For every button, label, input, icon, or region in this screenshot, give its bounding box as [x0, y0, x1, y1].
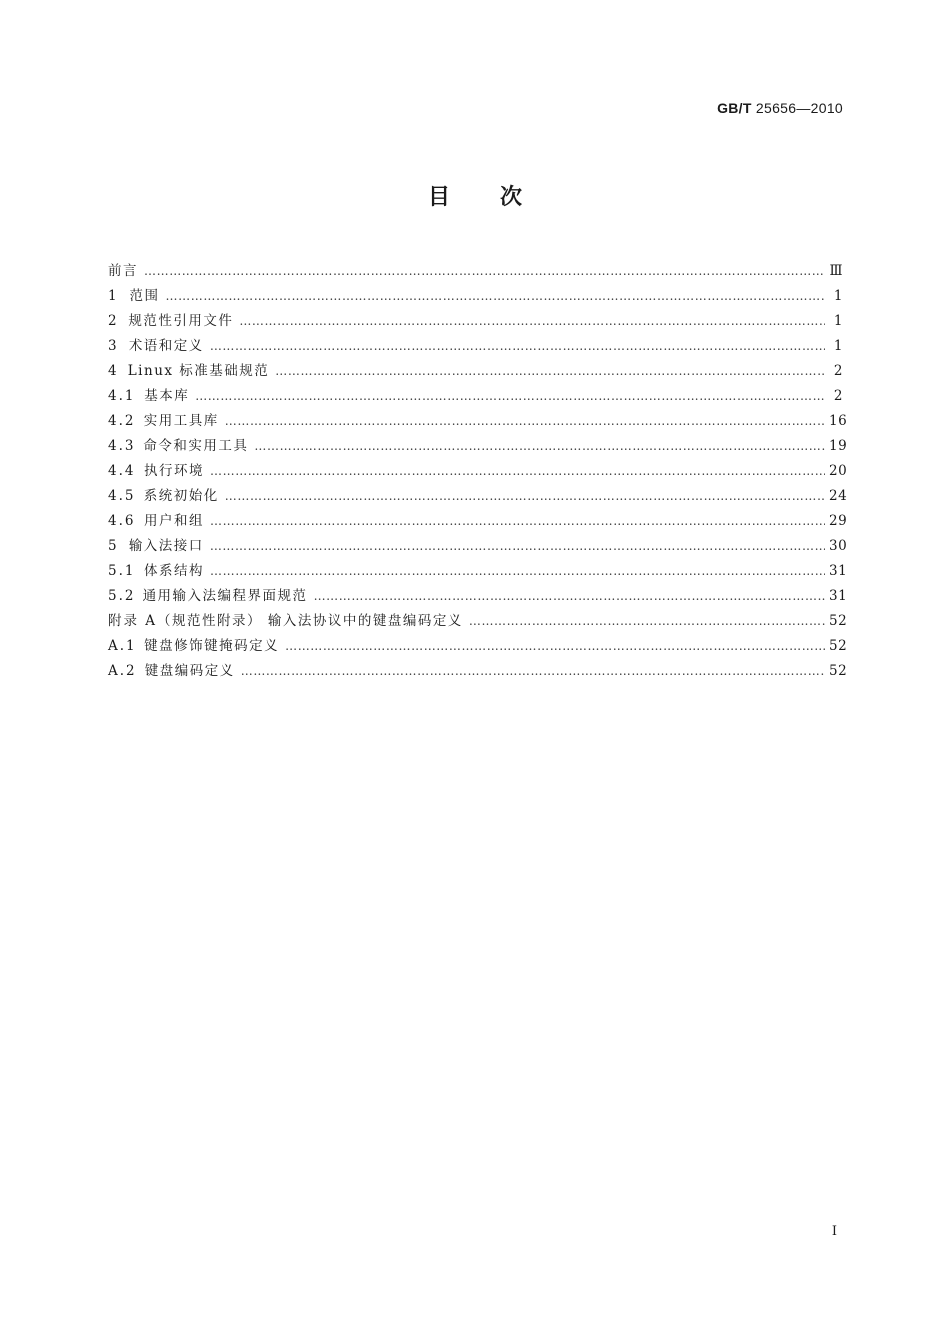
toc-entry-utility-libraries[interactable] — [108, 409, 848, 434]
toc-entry-page: 19 — [829, 438, 848, 454]
toc-entry-page: 52 — [829, 638, 848, 654]
toc-entry-number: 附录 A — [108, 613, 158, 629]
toc-entry-scope[interactable] — [108, 284, 843, 309]
toc-entry-page: 16 — [829, 413, 848, 429]
toc-leader-dots — [275, 359, 825, 384]
toc-entry-page: 30 — [829, 538, 848, 554]
toc-leader-dots — [469, 609, 825, 634]
toc-leader-dots — [166, 284, 825, 309]
toc-leader-dots — [144, 259, 825, 284]
toc-entry-label: 键盘编码定义 — [144, 663, 235, 679]
toc-entry-normative-references[interactable] — [108, 309, 843, 334]
toc-entry-page: 2 — [833, 363, 843, 379]
toc-entry-page: 1 — [833, 338, 843, 354]
toc-entry-input-method-programming-spec[interactable] — [108, 584, 848, 609]
toc-leader-dots — [285, 634, 825, 659]
toc-entry-key-codes[interactable] — [108, 659, 848, 684]
toc-entry-label: 通用输入法编程界面规范 — [142, 588, 308, 604]
toc-leader-dots — [210, 334, 825, 359]
toc-leader-dots — [254, 434, 825, 459]
toc-entry-label: 用户和组 — [144, 513, 204, 529]
toc-entry-page: 1 — [833, 313, 843, 329]
standard-code: GB/T — [717, 100, 752, 116]
toc-leader-dots — [225, 484, 825, 509]
toc-entry-execution-environment[interactable] — [108, 459, 848, 484]
toc-entry-label: 范围 — [129, 288, 160, 304]
toc-entry-label: 前言 — [108, 263, 138, 279]
title-char-1: 目 — [428, 185, 451, 210]
toc-entry-label: 基本库 — [144, 388, 190, 404]
toc-entry-foreword[interactable] — [108, 259, 843, 284]
page-title — [0, 180, 950, 211]
toc-entry-number: 1 — [108, 288, 119, 304]
toc-entry-number: 4.1 — [108, 388, 136, 404]
toc-entry-page: 20 — [829, 463, 848, 479]
toc-entry-label: 规范性引用文件 — [128, 313, 234, 329]
toc-leader-dots — [225, 409, 825, 434]
toc-leader-dots — [195, 384, 825, 409]
toc-entry-base-libraries[interactable] — [108, 384, 843, 409]
toc-entry-number: 4 — [108, 363, 119, 379]
toc-entry-page: 1 — [833, 288, 843, 304]
toc-entry-label: 系统初始化 — [143, 488, 219, 504]
toc-entry-page: 52 — [829, 663, 848, 679]
toc-entry-number: 5.1 — [108, 563, 136, 579]
toc-entry-number: 3 — [108, 338, 119, 354]
toc-entry-number: 4.5 — [108, 488, 136, 504]
toc-entry-system-initialization[interactable] — [108, 484, 848, 509]
toc-entry-page: 2 — [833, 388, 843, 404]
toc-entry-label: 实用工具库 — [143, 413, 219, 429]
toc-entry-label: Linux 标准基础规范 — [127, 363, 270, 379]
toc-entry-page: 31 — [829, 588, 848, 604]
toc-entry-number: 4.6 — [108, 513, 136, 529]
toc-leader-dots — [210, 534, 825, 559]
toc-entry-label: 命令和实用工具 — [143, 438, 249, 454]
toc-leader-dots — [241, 659, 825, 684]
toc-entry-architecture[interactable] — [108, 559, 848, 584]
toc-entry-page: Ⅲ — [829, 263, 843, 279]
toc-entry-label: 体系结构 — [144, 563, 204, 579]
page-number: I — [831, 1224, 837, 1239]
toc-entry-number: 4.3 — [108, 438, 136, 454]
toc-entry-number: 5.2 — [108, 588, 136, 604]
toc-entry-page: 29 — [829, 513, 848, 529]
title-char-2: 次 — [500, 185, 523, 210]
toc-entry-users-groups[interactable] — [108, 509, 848, 534]
toc-entry-annex-a[interactable] — [108, 609, 848, 634]
table-of-contents — [108, 259, 848, 684]
toc-entry-commands-utilities[interactable] — [108, 434, 848, 459]
toc-entry-page: 52 — [829, 613, 848, 629]
toc-entry-label: 术语和定义 — [128, 338, 204, 354]
toc-entry-number: 5 — [108, 538, 119, 554]
standard-number: 25656—2010 — [755, 100, 843, 116]
toc-entry-number: 4.4 — [108, 463, 136, 479]
toc-entry-number: A.1 — [108, 638, 137, 654]
toc-entry-page: 31 — [829, 563, 848, 579]
toc-entry-input-method-interface[interactable] — [108, 534, 848, 559]
toc-entry-label: 键盘修饰键掩码定义 — [144, 638, 280, 654]
toc-entry-number: A.2 — [108, 663, 137, 679]
toc-entry-page: 24 — [829, 488, 848, 504]
toc-entry-linux-standard-base[interactable] — [108, 359, 843, 384]
toc-leader-dots — [210, 459, 825, 484]
toc-entry-terms[interactable] — [108, 334, 843, 359]
toc-leader-dots — [314, 584, 825, 609]
toc-entry-label: （规范性附录） 输入法协议中的键盘编码定义 — [157, 613, 463, 629]
toc-entry-number: 4.2 — [108, 413, 136, 429]
toc-entry-label: 执行环境 — [144, 463, 204, 479]
toc-entry-number: 2 — [108, 313, 119, 329]
toc-leader-dots — [239, 309, 825, 334]
toc-leader-dots — [210, 559, 825, 584]
standard-header — [717, 100, 843, 116]
toc-leader-dots — [210, 509, 825, 534]
toc-entry-label: 输入法接口 — [128, 538, 204, 554]
toc-entry-modifier-masks[interactable] — [108, 634, 848, 659]
